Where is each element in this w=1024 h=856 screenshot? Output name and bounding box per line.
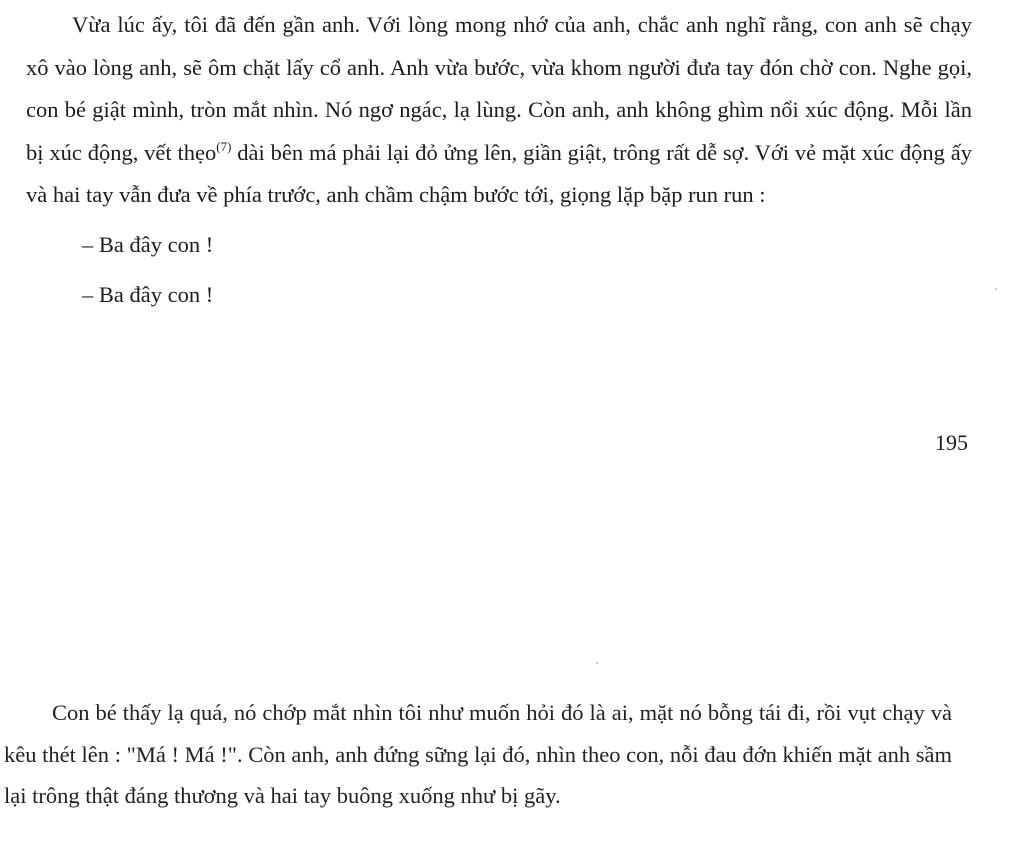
main-paragraph bbox=[26, 4, 972, 217]
paragraph-text-after-note: dài bên má phải lại đỏ ửng lên, giần giật, trông rất dễ sợ. Với vẻ mặt xúc động ấy và hai tay vẫn đưa về phía trước, anh chầm chậm bước tới, giọng lặp bặp run run : bbox=[26, 139, 972, 207]
closing-paragraph: Con bé thấy lạ quá, nó chớp mắt nhìn tôi như muốn hỏi đó là ai, mặt nó bỗng tái đi, rồi vụt chạy và kêu thét lên : "Má ! Má !". Còn anh, anh đứng sững lại đó, nhìn theo con, nỗi đau đớn khiến mặt anh sầm lại trông thật đáng thương và hai tay buông xuống như bị gãy. bbox=[4, 700, 952, 808]
upper-text-block bbox=[26, 4, 972, 317]
paragraph-text-before-note: Vừa lúc ấy, tôi đã đến gần anh. Với lòng mong nhớ của anh, chắc anh nghĩ rằng, con anh sẽ chạy xô vào lòng anh, sẽ ôm chặt lấy cổ anh. Anh vừa bước, vừa khom người đưa tay đón chờ con. Nghe gọi, con bé giật mình, tròn mắt nhìn. Nó ngơ ngác, lạ lùng. Còn anh, anh không ghìm nổi xúc động. Mỗi lần bị xúc động, vết thẹo bbox=[26, 12, 972, 165]
scan-speck bbox=[995, 288, 997, 290]
scan-speck bbox=[596, 662, 598, 664]
footnote-marker: (7) bbox=[216, 138, 232, 154]
dialogue-line: – Ba đây con ! bbox=[82, 282, 214, 307]
dialogue-line: – Ba đây con ! bbox=[82, 231, 214, 257]
page-number: 195 bbox=[935, 430, 968, 455]
lower-text-block bbox=[4, 692, 952, 817]
